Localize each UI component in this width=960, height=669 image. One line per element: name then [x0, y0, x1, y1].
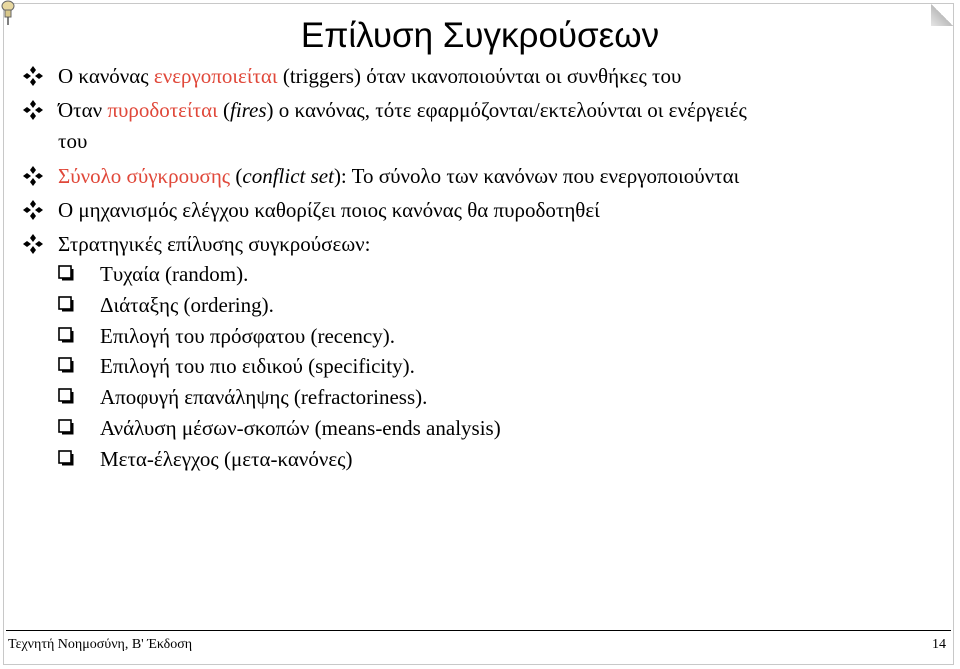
bullet-text: Σύνολο σύγκρουσης (conflict set): Το σύνολο των κανόνων που ενεργοποιούνται [58, 164, 740, 188]
footer-divider [6, 630, 951, 631]
bullet-text: Ο κανόνας ενεργοποιείται (triggers) όταν ικανοποιούνται οι συνθήκες του [58, 64, 682, 88]
bullet-text: Ο μηχανισμός ελέγχου καθορίζει ποιος κανόνας θα πυροδοτηθεί [58, 198, 600, 222]
square-bullet-icon [58, 265, 75, 282]
square-bullet-icon [58, 327, 75, 344]
diamond-bullet-icon [22, 165, 44, 187]
diamond-bullet-icon [22, 233, 44, 255]
square-bullet-icon [58, 388, 75, 405]
square-bullet-icon [58, 419, 75, 436]
square-bullet-icon [58, 450, 75, 467]
diamond-bullet-icon [22, 65, 44, 87]
square-bullet-icon [58, 357, 75, 374]
diamond-bullet-icon [22, 99, 44, 121]
diamond-bullet-icon [22, 199, 44, 221]
page-number: 14 [932, 637, 946, 652]
bullet-text: Όταν πυροδοτείται (fires) ο κανόνας, τότε εφαρμόζονται/εκτελούνται οι ενέργειές [58, 98, 747, 122]
bullet-text: Στρατηγικές επίλυσης συγκρούσεων: [58, 232, 371, 256]
slide-title: Επίλυση Συγκρούσεων [300, 16, 660, 55]
footer-book-title: Τεχνητή Νοημοσύνη, Β' Έκδοση [8, 637, 193, 652]
square-bullet-icon [58, 296, 75, 313]
